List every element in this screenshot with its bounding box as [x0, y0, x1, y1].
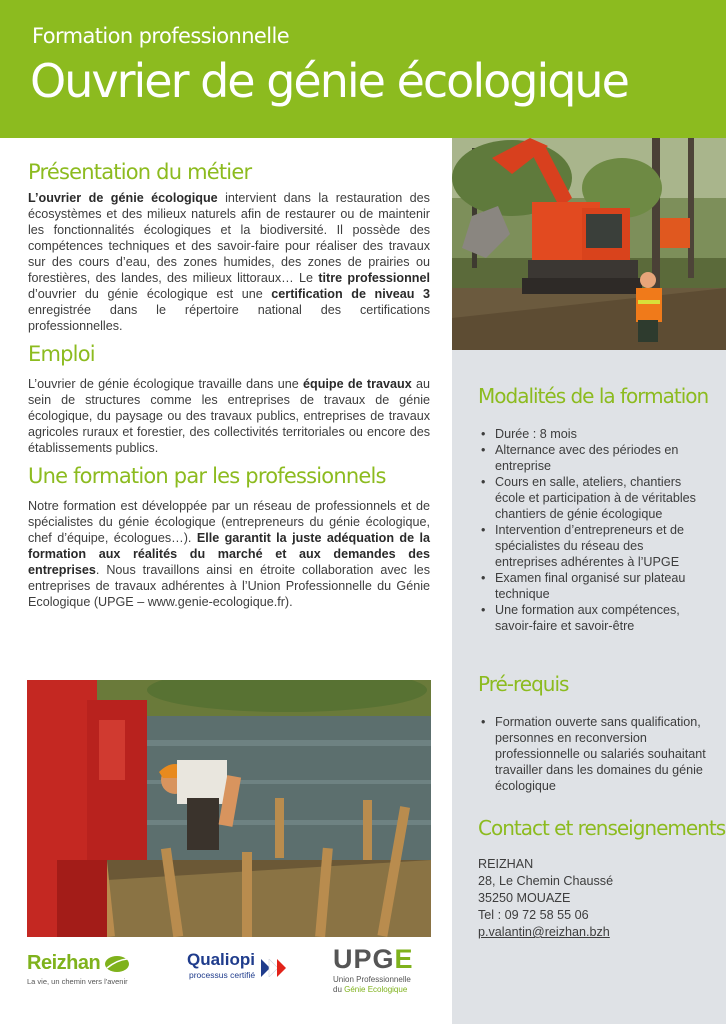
contact-block [478, 856, 706, 941]
contact-org: REIZHAN [478, 857, 534, 871]
upge-subtitle-2b: Génie Ecologique [344, 985, 408, 994]
upge-subtitle-2a: du [333, 985, 345, 994]
list-item: • Durée : 8 mois [478, 426, 706, 442]
reizhan-logo [27, 952, 130, 986]
formation-text-3: . Nous travaillons ainsi en étroite collaboration avec les entreprises de travaux adhérentes à l’Union Professionnelle du Génie Ecologique (UPGE – www.genie-ecologique.fr). [28, 563, 430, 609]
formation-bold-2: Elle garantit la juste adéquation de la formation aux réalités du marché et aux demandes des entreprises [28, 531, 431, 577]
emploi-title: Emploi [28, 342, 95, 366]
upge-subtitle-2 [333, 985, 414, 995]
info-sidebar [452, 350, 726, 1024]
prerequis-list [478, 714, 706, 794]
presentation-text-6: enregistrée dans le répertoire national des certifications professionnelles. [28, 303, 430, 333]
formation-text-1: Notre formation est développée par un réseau de professionnels et de spécialistes du génie écologique (entrepreneurs du génie écologique, chef d’équipe, écologues…). [28, 499, 430, 545]
emploi-text-1: L’ouvrier de génie écologique travaille dans une [28, 377, 304, 391]
contact-title: Contact et renseignements [478, 816, 726, 840]
formation-text [28, 498, 430, 610]
page-title: Ouvrier de génie écologique [30, 54, 628, 108]
main-column [28, 160, 430, 618]
presentation-text [28, 190, 430, 334]
upge-logo-name-a: UPG [333, 944, 395, 974]
emploi-section [28, 342, 430, 456]
reizhan-logo-name: Reizhan [27, 952, 101, 974]
list-item: • Une formation aux compétences, savoir-faire et savoir-être [478, 602, 706, 634]
upge-logo [333, 944, 414, 995]
upge-logo-name-b: E [394, 944, 414, 974]
contact-phone: Tel : 09 72 58 55 06 [478, 908, 589, 922]
presentation-bold-3: titre professionnel [318, 271, 430, 285]
emploi-text [28, 376, 430, 456]
excavator-photo [452, 138, 726, 350]
header-banner [0, 0, 726, 138]
upge-logo-name [333, 944, 414, 975]
presentation-section [28, 160, 430, 334]
flag-arrow-icon [261, 959, 287, 977]
list-item: • Examen final organisé sur plateau technique [478, 570, 706, 602]
list-item: • Formation ouverte sans qualification, personnes en reconversion professionnelle ou salariés souhaitant travailler dans les domaines du génie écologique [478, 714, 706, 794]
partner-logos [27, 946, 431, 1006]
presentation-bold-5: certification de niveau 3 [271, 287, 430, 301]
emploi-bold-2: équipe de travaux [303, 377, 412, 391]
formation-section [28, 464, 430, 610]
presentation-title: Présentation du métier [28, 160, 252, 184]
upge-subtitle-1: Union Professionnelle [333, 975, 411, 984]
qualiopi-logo-name: Qualiopi [187, 950, 255, 969]
emploi-text-3: au sein de structures comme les entreprises de travaux de génie écologique, du paysage ou des travaux publics, entreprises de travaux agricoles ruraux et forestier, des collectivités territoriales ou encore des établissements publics. [28, 377, 430, 455]
modalites-title: Modalités de la formation [478, 384, 709, 408]
qualiopi-subtitle: processus certifié [189, 970, 256, 980]
presentation-text-2: intervient dans la restauration des écosystèmes et des milieux naturels afin de restaurer ou de maintenir les fonctionnalités écologiques et la biodiversité. Il possède des compétences techniques et des savoir-faire pour réaliser des travaux sur des cours d’eau, des zones humides, des zones de prairies ou forestières, des landes, des milieux littoraux… Le [28, 191, 430, 285]
presentation-text-4: d’ouvrier du génie écologique est une [28, 287, 272, 301]
prerequis-title: Pré-requis [478, 672, 569, 696]
list-item: • Intervention d’entrepreneurs et de spécialistes du réseau des entreprises adhérentes à l’UPGE [478, 522, 706, 570]
formation-title: Une formation par les professionnels [28, 464, 386, 488]
contact-email-link[interactable]: p.valantin@reizhan.bzh [478, 925, 610, 939]
header-kicker: Formation professionnelle [32, 24, 290, 48]
list-item: • Alternance avec des périodes en entreprise [478, 442, 706, 474]
riverbank-photo [27, 680, 431, 937]
reizhan-tagline: La vie, un chemin vers l'avenir [27, 977, 128, 986]
qualiopi-logo [187, 950, 287, 980]
contact-street: 28, Le Chemin Chaussé [478, 874, 614, 888]
modalites-list [478, 426, 706, 634]
presentation-bold-1: L’ouvrier de génie écologique [28, 191, 218, 205]
leaf-icon [104, 954, 130, 974]
list-item: • Cours en salle, ateliers, chantiers école et participation à de véritables chantiers de génie écologique [478, 474, 706, 522]
contact-city: 35250 MOUAZE [478, 891, 571, 905]
